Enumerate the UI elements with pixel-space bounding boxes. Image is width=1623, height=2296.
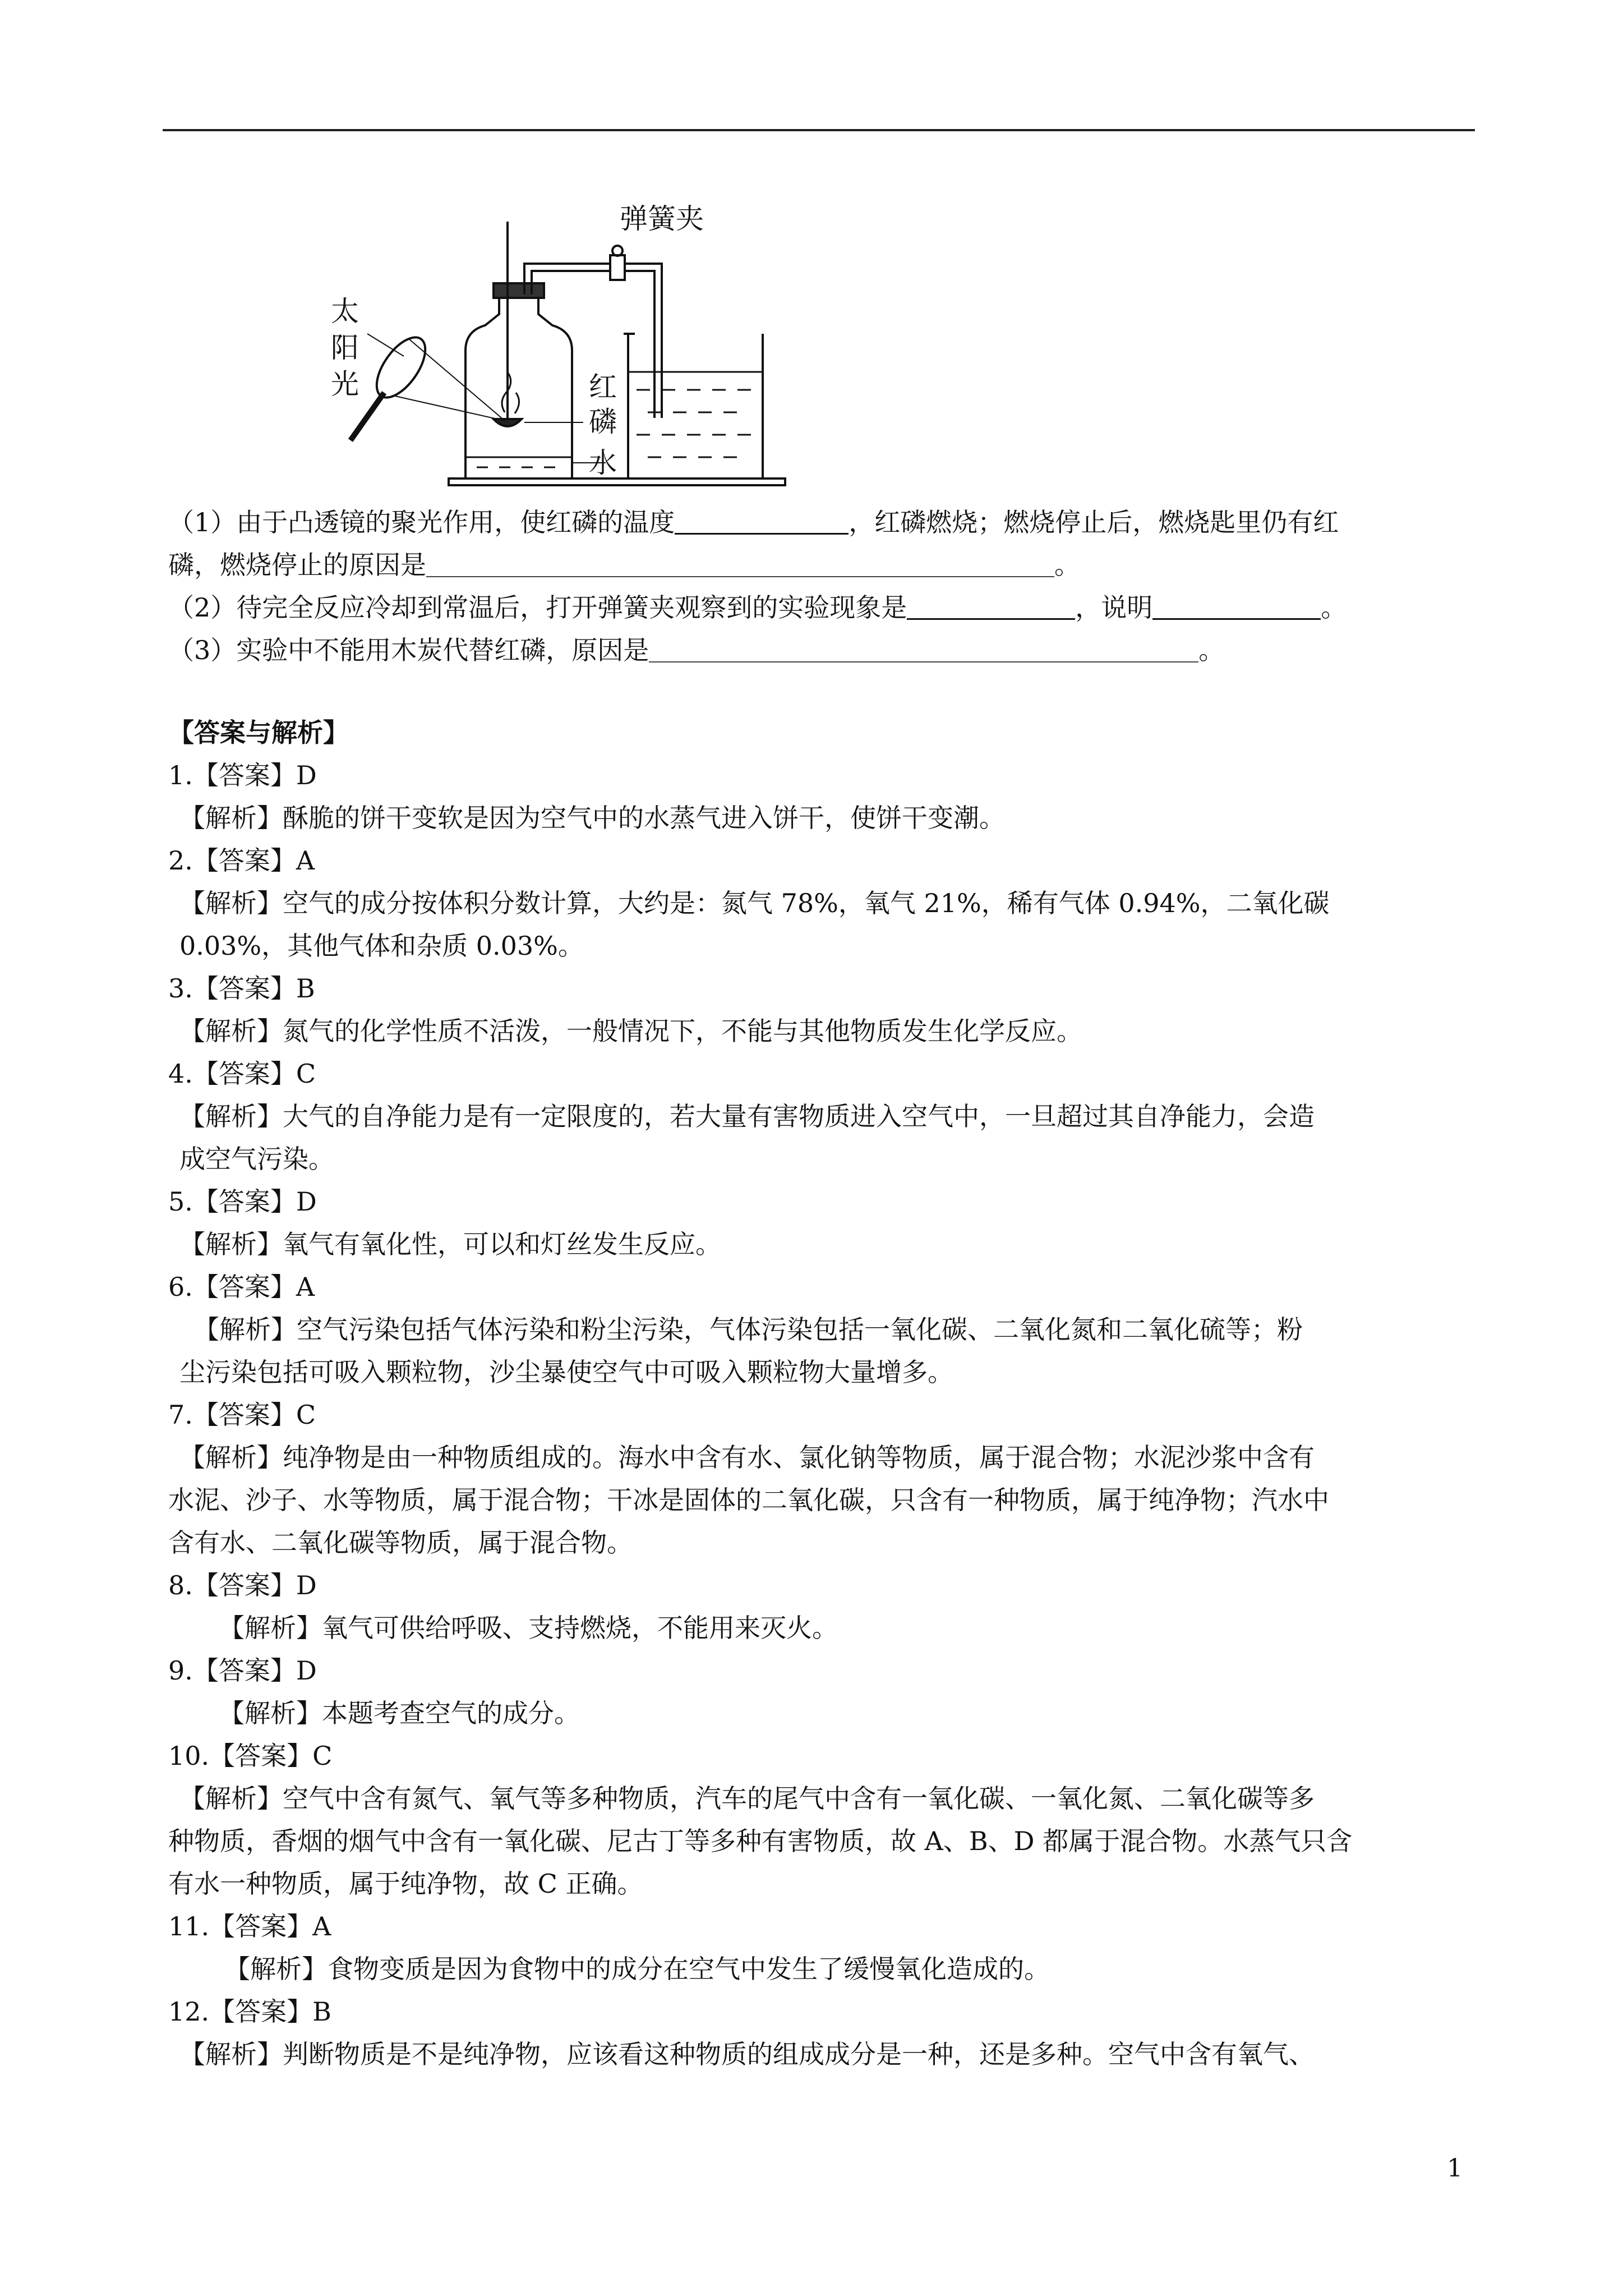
q3-end: 。 xyxy=(1198,635,1225,665)
sunlight-label-1: 太 xyxy=(331,295,359,328)
experiment-figure xyxy=(314,199,830,491)
sunlight-label-2: 阳 xyxy=(331,332,359,364)
answer-1: 1.【答案】D xyxy=(168,760,317,790)
q3-text-a: （3）实验中不能用木炭代替红磷，原因是 xyxy=(168,635,649,665)
q1-text-c: 磷，燃烧停止的原因是 xyxy=(168,550,426,580)
q2-text-b: ，说明 xyxy=(1075,592,1153,623)
answers-heading: 【答案与解析】 xyxy=(168,717,349,748)
q3-blank xyxy=(649,639,1198,662)
explanation-1: 【解析】酥脆的饼干变软是因为空气中的水蒸气进入饼干，使饼干变潮。 xyxy=(179,803,1005,833)
explanation-4-line-2: 成空气污染。 xyxy=(179,1144,334,1174)
convex-lens xyxy=(367,329,435,406)
answer-8: 8.【答案】D xyxy=(168,1570,317,1600)
explanation-11: 【解析】食物变质是因为食物中的成分在空气中发生了缓慢氧化造成的。 xyxy=(224,1954,1050,1984)
collecting-bottle xyxy=(465,295,572,478)
q1-text-a: （1）由于凸透镜的聚光作用，使红磷的温度 xyxy=(168,507,675,537)
explanation-2-line-2: 0.03%，其他气体和杂质 0.03%。 xyxy=(179,931,584,961)
answer-9: 9.【答案】D xyxy=(168,1655,317,1686)
light-ray xyxy=(409,339,505,421)
answer-11: 11.【答案】A xyxy=(168,1911,331,1941)
red-phosphorus-label-1: 红 xyxy=(589,371,617,403)
explanation-6-line-1: 【解析】空气污染包括气体污染和粉尘污染，气体污染包括一氧化碳、二氧化氮和二氧化硫等；粉 xyxy=(193,1314,1303,1345)
answer-3: 3.【答案】B xyxy=(168,973,315,1004)
q1-blank-1 xyxy=(675,510,849,535)
explanation-7-line-3: 含有水、二氧化碳等物质，属于混合物。 xyxy=(168,1527,633,1558)
explanation-5: 【解析】氧气有氧化性，可以和灯丝发生反应。 xyxy=(179,1229,721,1259)
explanation-4-line-1: 【解析】大气的自净能力是有一定限度的，若大量有害物质进入空气中，一旦超过其自净能力，会造 xyxy=(179,1101,1315,1131)
question-1-line-1 xyxy=(168,501,1339,544)
spring-clip-label: 弹簧夹 xyxy=(620,203,704,235)
explanation-12: 【解析】判断物质是不是纯净物，应该看这种物质的组成成分是一种，还是多种。空气中含有氧气、 xyxy=(179,2039,1315,2069)
q2-text-a: （2）待完全反应冷却到常温后，打开弹簧夹观察到的实验现象是 xyxy=(168,592,907,623)
page-number: 1 xyxy=(1447,2154,1463,2183)
answer-10: 10.【答案】C xyxy=(168,1741,333,1771)
answer-7: 7.【答案】C xyxy=(168,1400,316,1430)
question-3-line xyxy=(168,629,1224,671)
q1-blank-2 xyxy=(426,554,1054,577)
explanation-7-line-1: 【解析】纯净物是由一种物质组成的。海水中含有水、氯化钠等物质，属于混合物；水泥沙浆中含有 xyxy=(179,1442,1315,1473)
q1-end: 。 xyxy=(1054,550,1080,580)
q2-end: 。 xyxy=(1321,592,1347,623)
apparatus-drawing xyxy=(314,199,830,491)
explanation-8: 【解析】氧气可供给呼吸、支持燃烧，不能用来灭火。 xyxy=(219,1613,838,1643)
flame xyxy=(502,373,511,412)
header-rule xyxy=(163,129,1475,131)
red-phosphorus-label-2: 磷 xyxy=(589,406,617,438)
water-label: 水 xyxy=(589,447,617,479)
explanation-3: 【解析】氮气的化学性质不活泼，一般情况下，不能与其他物质发生化学反应。 xyxy=(179,1016,1082,1046)
answer-5: 5.【答案】D xyxy=(168,1186,317,1217)
sunlight-label-3: 光 xyxy=(331,368,359,401)
q1-text-b: ，红磷燃烧；燃烧停止后，燃烧匙里仍有红 xyxy=(849,507,1339,537)
spring-clip xyxy=(610,255,625,280)
explanation-10-line-1: 【解析】空气中含有氮气、氧气等多种物质，汽车的尾气中含有一氧化碳、一氧化氮、二氧化碳等多 xyxy=(179,1783,1315,1814)
question-2-line xyxy=(168,586,1347,629)
rubber-stopper xyxy=(494,283,544,298)
explanation-6-line-2: 尘污染包括可吸入颗粒物，沙尘暴使空气中可吸入颗粒物大量增多。 xyxy=(179,1357,953,1387)
explanation-2-line-1: 【解析】空气的成分按体积分数计算，大约是：氮气 78%，氧气 21%，稀有气体 0.94%，二氧化碳 xyxy=(179,888,1330,918)
answer-4: 4.【答案】C xyxy=(168,1059,316,1089)
answer-2: 2.【答案】A xyxy=(168,845,315,876)
q2-blank-1 xyxy=(907,596,1075,620)
explanation-10-line-3: 有水一种物质，属于纯净物，故 C 正确。 xyxy=(168,1869,643,1899)
q2-blank-2 xyxy=(1152,596,1321,620)
combustion-spoon xyxy=(494,419,522,426)
explanation-10-line-2: 种物质，香烟的烟气中含有一氧化碳、尼古丁等多种有害物质，故 A、B、D 都属于混合物。水蒸气只含 xyxy=(168,1826,1353,1856)
answer-12: 12.【答案】B xyxy=(168,1996,331,2027)
answer-6: 6.【答案】A xyxy=(168,1272,315,1302)
explanation-9: 【解析】本题考查空气的成分。 xyxy=(219,1698,580,1728)
question-1-line-2 xyxy=(168,544,1080,586)
explanation-7-line-2: 水泥、沙子、水等物质，属于混合物；干冰是固体的二氧化碳，只含有一种物质，属于纯净物；汽水中 xyxy=(168,1485,1329,1515)
